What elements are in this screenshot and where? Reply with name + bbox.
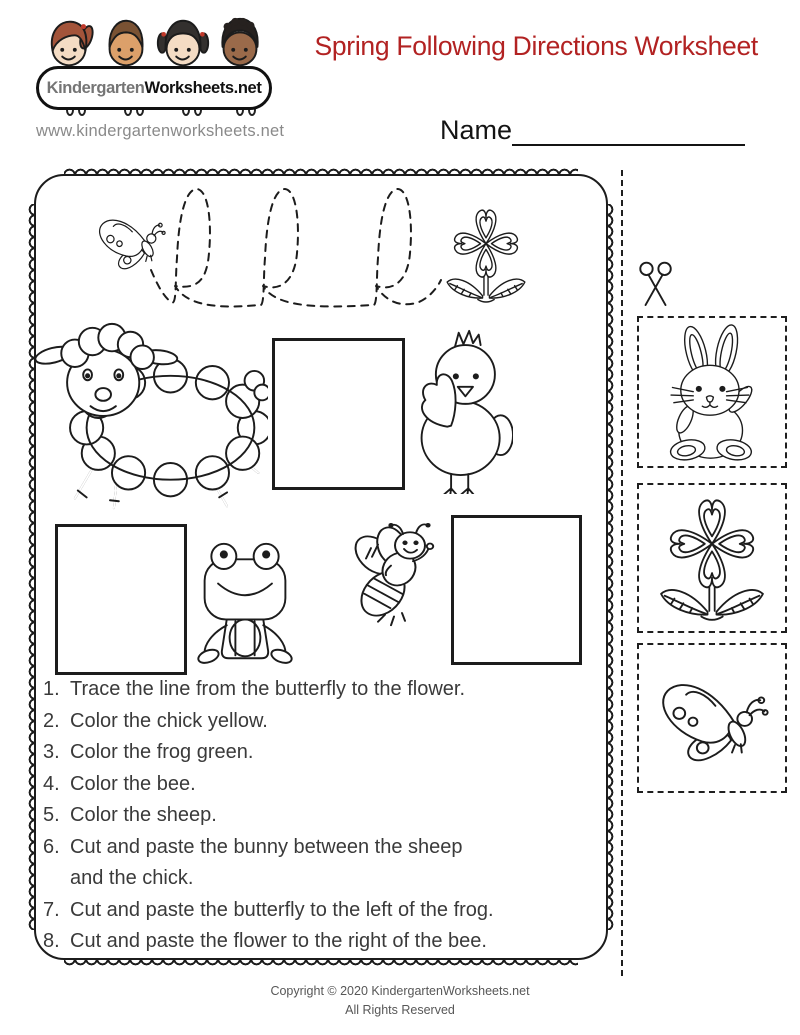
instruction-text: Cut and paste the bunny between the sheep bbox=[70, 835, 463, 858]
scalloped-border-bottom bbox=[64, 959, 578, 967]
instruction-number: 7. bbox=[43, 898, 60, 921]
instruction-text: Color the chick yellow. bbox=[70, 709, 268, 732]
frog-drawing bbox=[195, 538, 295, 666]
cutout-box-butterfly bbox=[637, 643, 787, 793]
instruction-number: 8. bbox=[43, 930, 60, 952]
copyright-line: Copyright © 2020 KindergartenWorksheets.net bbox=[270, 984, 530, 998]
logo-kids bbox=[42, 14, 267, 74]
instruction-text: Trace the line from the butterfly to the flower. bbox=[70, 678, 465, 700]
copyright-footer bbox=[0, 982, 800, 1020]
instruction-number: 3. bbox=[43, 741, 60, 763]
cut-dashed-line bbox=[621, 170, 623, 976]
instruction-number bbox=[43, 863, 70, 895]
worksheet-box bbox=[26, 166, 616, 968]
instruction-item-4 bbox=[43, 769, 608, 801]
brand-name-first: Kindergarten bbox=[46, 78, 145, 97]
instruction-list bbox=[43, 674, 608, 958]
instruction-item-5 bbox=[43, 800, 608, 832]
instruction-number: 1. bbox=[43, 678, 60, 700]
instruction-item-3 bbox=[43, 737, 608, 769]
chick-drawing bbox=[413, 328, 513, 494]
scissors-icon bbox=[636, 259, 676, 313]
name-blank-line bbox=[512, 116, 745, 146]
instruction-number: 2. bbox=[43, 709, 60, 732]
cutout-box-bunny bbox=[637, 316, 787, 468]
kid-avatar-3 bbox=[156, 14, 210, 74]
sheep-drawing bbox=[32, 318, 268, 514]
cutout-box-flower bbox=[637, 483, 787, 633]
name-label: Name bbox=[440, 115, 513, 145]
butterfly-drawing bbox=[89, 199, 172, 281]
instruction-text: Color the sheep. bbox=[70, 804, 217, 826]
instruction-item-2 bbox=[43, 706, 608, 738]
flower-cutout-drawing bbox=[653, 491, 771, 625]
website-url: www.kindergartenworksheets.net bbox=[36, 122, 285, 140]
instruction-number: 4. bbox=[43, 772, 60, 795]
trace-line bbox=[131, 178, 461, 318]
page-title: Spring Following Directions Worksheet bbox=[314, 31, 758, 61]
kid-avatar-1 bbox=[42, 14, 96, 74]
bunny-drawing bbox=[660, 321, 764, 463]
flower-drawing bbox=[441, 203, 531, 306]
kid-avatar-2 bbox=[99, 14, 153, 74]
instruction-item-8 bbox=[43, 926, 608, 958]
instruction-text: Cut and paste the flower to the right of the bee. bbox=[70, 930, 487, 952]
rights-line: All Rights Reserved bbox=[345, 1002, 455, 1017]
paste-square-2 bbox=[451, 515, 582, 665]
instruction-number: 6. bbox=[43, 835, 60, 858]
name-row bbox=[440, 115, 745, 146]
kid-avatar-4 bbox=[213, 14, 267, 74]
instruction-number: 5. bbox=[43, 804, 60, 826]
logo-sign bbox=[36, 66, 272, 110]
scalloped-border-right bbox=[607, 204, 615, 930]
instruction-item-1 bbox=[43, 674, 608, 706]
instruction-text: Cut and paste the butterfly to the left of the frog. bbox=[70, 898, 494, 921]
instruction-item-6 bbox=[43, 832, 608, 864]
instruction-item-6-continued bbox=[43, 863, 608, 895]
butterfly-cutout-drawing bbox=[651, 662, 773, 774]
paste-square-3 bbox=[55, 524, 187, 675]
bee-drawing bbox=[347, 520, 439, 627]
site-logo bbox=[36, 12, 276, 124]
brand-name-second: Worksheets.net bbox=[144, 78, 262, 97]
instruction-text: Color the bee. bbox=[70, 772, 196, 795]
instruction-text: Color the frog green. bbox=[70, 741, 254, 763]
instruction-item-7 bbox=[43, 895, 608, 927]
instruction-text: and the chick. bbox=[70, 867, 194, 889]
paste-square-1 bbox=[272, 338, 405, 490]
